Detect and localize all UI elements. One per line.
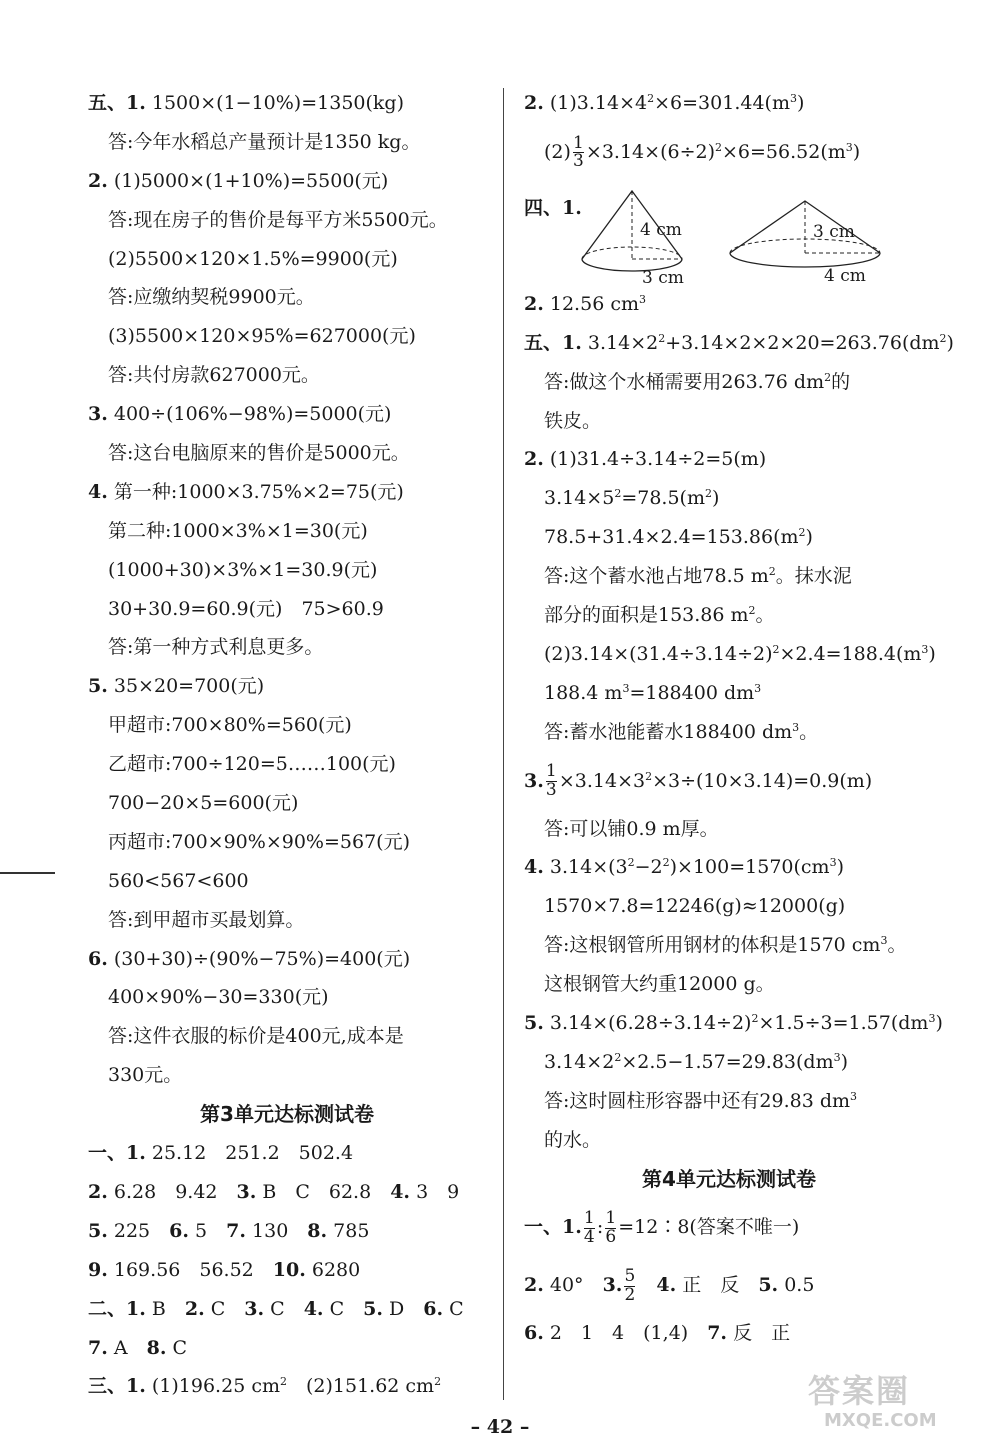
column-divider bbox=[503, 88, 504, 1400]
answer-line: 部分的面积是153.86 $m^2$。 bbox=[544, 604, 775, 627]
answer-line: 答:可以铺0.9 m厚。 bbox=[544, 817, 719, 840]
answer-line: 五、1. 1500×(1−10%)=1350(kg) bbox=[88, 92, 404, 114]
answer-line: 4. 第一种:1000×3.75%×2=75(元) bbox=[88, 480, 404, 503]
answer-line: 五、1. $3.14\times 2^2+3.14\times 2\times 2\times 20=263.76(dm^2)$ bbox=[524, 331, 954, 354]
answer-line: 答:这时圆柱形容器中还有29.83 $dm^3$ bbox=[544, 1089, 858, 1112]
fraction: $\frac{1}{6}$ bbox=[605, 1208, 617, 1247]
answer-line: 答:到甲超市买最划算。 bbox=[108, 908, 305, 931]
answer-line: 5. 35×20=700(元) bbox=[88, 675, 265, 698]
cone-diagrams bbox=[570, 187, 910, 285]
section-heading: 第3单元达标测试卷 bbox=[200, 1102, 374, 1127]
fraction: $\frac{1}{4}$ bbox=[583, 1208, 595, 1247]
answer-line: 答:蓄水池能蓄水188400 $dm^3$。 bbox=[544, 720, 819, 743]
margin-mark bbox=[0, 872, 55, 874]
watermark-url: MXQE.COM bbox=[824, 1410, 937, 1431]
answer-line: 答:这台电脑原来的售价是5000元。 bbox=[108, 442, 410, 465]
answer-line: 330元。 bbox=[108, 1064, 183, 1087]
answer-line: $3.14\times 5^2=78.5(m^2)$ bbox=[544, 487, 720, 510]
answer-line: 答:现在房子的售价是每平方米5500元。 bbox=[108, 208, 448, 231]
answer-line: 甲超市:700×80%=560(元) bbox=[108, 714, 352, 737]
answer-line: 答:这根钢管所用钢材的体积是1570 $cm^3$。 bbox=[544, 934, 907, 957]
answer-line: 第二种:1000×3%×1=30(元) bbox=[108, 519, 368, 542]
answer-line: 700−20×5=600(元) bbox=[108, 792, 299, 815]
cone1-height-label: 4 cm bbox=[640, 219, 682, 240]
answer-line: 二、1. B 2. C 3. C 4. C 5. D 6. C bbox=[88, 1297, 464, 1320]
fraction: $\frac{5}{2}$ bbox=[624, 1266, 636, 1305]
answer-line: 2. $(1)3.14\times 4^2\times 6=301.44(m^3)$ bbox=[524, 92, 805, 114]
answer-line: 丙超市:700×90%×90%=567(元) bbox=[108, 830, 410, 853]
answer-line: 6. 2 1 4 (1,4) 7. 反 正 bbox=[524, 1322, 791, 1345]
cone1-radius-label: 3 cm bbox=[642, 267, 684, 285]
answer-line: 这根钢管大约重12000 g。 bbox=[544, 973, 775, 996]
answer-line: 答:第一种方式利息更多。 bbox=[108, 636, 324, 659]
answer-line: $78.5+31.4\times 2.4=153.86(m^2)$ bbox=[544, 526, 813, 549]
answer-line: 3. $\frac{1}{3}$ $\times 3.14\times 3^2\times 3\div(10\times 3.14)=0.9(m)$ bbox=[524, 761, 873, 801]
cone2-height-label: 3 cm bbox=[813, 221, 855, 242]
cone-wide bbox=[730, 201, 880, 285]
answer-line: 7. A 8. C bbox=[88, 1336, 188, 1359]
answer-line: 答:这个蓄水池占地78.5 $m^2$。抹水泥 bbox=[544, 565, 852, 588]
answer-line: 400×90%−30=330(元) bbox=[108, 986, 329, 1009]
answer-line: 560<567<600 bbox=[108, 869, 249, 892]
fraction: $\frac{1}{3}$ bbox=[573, 132, 584, 172]
answer-line: 答:做这个水桶需要用263.76 $dm^2$的 bbox=[544, 370, 851, 393]
answer-line: 5. $3.14\times(6.28\div 3.14\div 2)^2\times 1.5\div 3=1.57(dm^3)$ bbox=[524, 1012, 943, 1035]
answer-line: 一、1. 25.12 251.2 502.4 bbox=[88, 1142, 354, 1165]
answer-line: 的水。 bbox=[544, 1128, 602, 1151]
answer-line: 答:今年水稻总产量预计是1350 kg。 bbox=[108, 130, 421, 153]
cone2-radius-label: 4 cm bbox=[824, 265, 866, 285]
answer-line: 1570×7.8=12246(g)≈12000(g) bbox=[544, 895, 846, 918]
answer-line: 2. 12.56 $cm^3$ bbox=[524, 292, 646, 315]
answer-line: 答:这件衣服的标价是400元,成本是 bbox=[108, 1025, 404, 1048]
cone-tall bbox=[582, 191, 684, 285]
answer-line: (2) $\frac{1}{3}$ $\times 3.14\times(6\div 2)^2\times 6=56.52(m^3)$ bbox=[544, 132, 861, 172]
left-column bbox=[88, 84, 486, 1406]
answer-line: 2. (1)5000×(1+10%)=5500(元) bbox=[88, 169, 389, 192]
section-heading: 第4单元达标测试卷 bbox=[642, 1166, 816, 1191]
answer-line: 一、1. $\frac{1}{4}$ : $\frac{1}{6}$ =12∶8(答案不唯一) bbox=[524, 1208, 800, 1247]
answer-line: 5. 225 6. 5 7. 130 8. 785 bbox=[88, 1219, 370, 1242]
answer-line: $(2)3.14\times(31.4\div 3.14\div 2)^2\times 2.4=188.4(m^3)$ bbox=[544, 642, 936, 665]
answer-line: 铁皮。 bbox=[544, 409, 602, 432]
answer-line: $3.14\times 2^2\times 2.5-1.57=29.83(dm^3)$ bbox=[544, 1050, 849, 1073]
fraction: $\frac{1}{3}$ bbox=[545, 761, 557, 801]
answer-line: 30+30.9=60.9(元) 75>60.9 bbox=[108, 597, 384, 620]
answer-line: 6. (30+30)÷(90%−75%)=400(元) bbox=[88, 947, 411, 970]
answer-line: 2. 6.28 9.42 3. B C 62.8 4. 3 9 bbox=[88, 1180, 460, 1203]
answer-line: 乙超市:700÷120=5……100(元) bbox=[108, 753, 396, 776]
answer-line: 答:应缴纳契税9900元。 bbox=[108, 286, 315, 309]
question-number: 四、1. bbox=[524, 196, 582, 219]
answer-line: 三、1. (1)196.25 $cm^2$ (2)151.62 $cm^2$ bbox=[88, 1375, 442, 1398]
answer-line: (2)5500×120×1.5%=9900(元) bbox=[108, 247, 398, 270]
cone-figures bbox=[524, 181, 934, 285]
answer-line: 3. 400÷(106%−98%)=5000(元) bbox=[88, 403, 392, 426]
answer-line: 答:共付房款627000元。 bbox=[108, 364, 320, 387]
answer-line: 2. (1)31.4÷3.14÷2=5(m) bbox=[524, 448, 767, 471]
watermark-logo: 答案圈 bbox=[808, 1372, 911, 1410]
answer-line: 188.4 $m^3=188400$ $dm^3$ bbox=[544, 681, 762, 704]
answer-line: (3)5500×120×95%=627000(元) bbox=[108, 325, 416, 348]
answer-line: (1000+30)×3%×1=30.9(元) bbox=[108, 558, 378, 581]
answer-line: 4. $3.14\times(3^2-2^2)\times 100=1570(cm^3)$ bbox=[524, 856, 844, 879]
answer-line: 2. 40° 3. $\frac{5}{2}$ 4. 正 反 5. 0.5 bbox=[524, 1266, 815, 1305]
answer-line: 9. 169.56 56.52 10. 6280 bbox=[88, 1258, 361, 1281]
page-number: – 42 – bbox=[470, 1416, 530, 1438]
right-column bbox=[524, 84, 954, 1353]
